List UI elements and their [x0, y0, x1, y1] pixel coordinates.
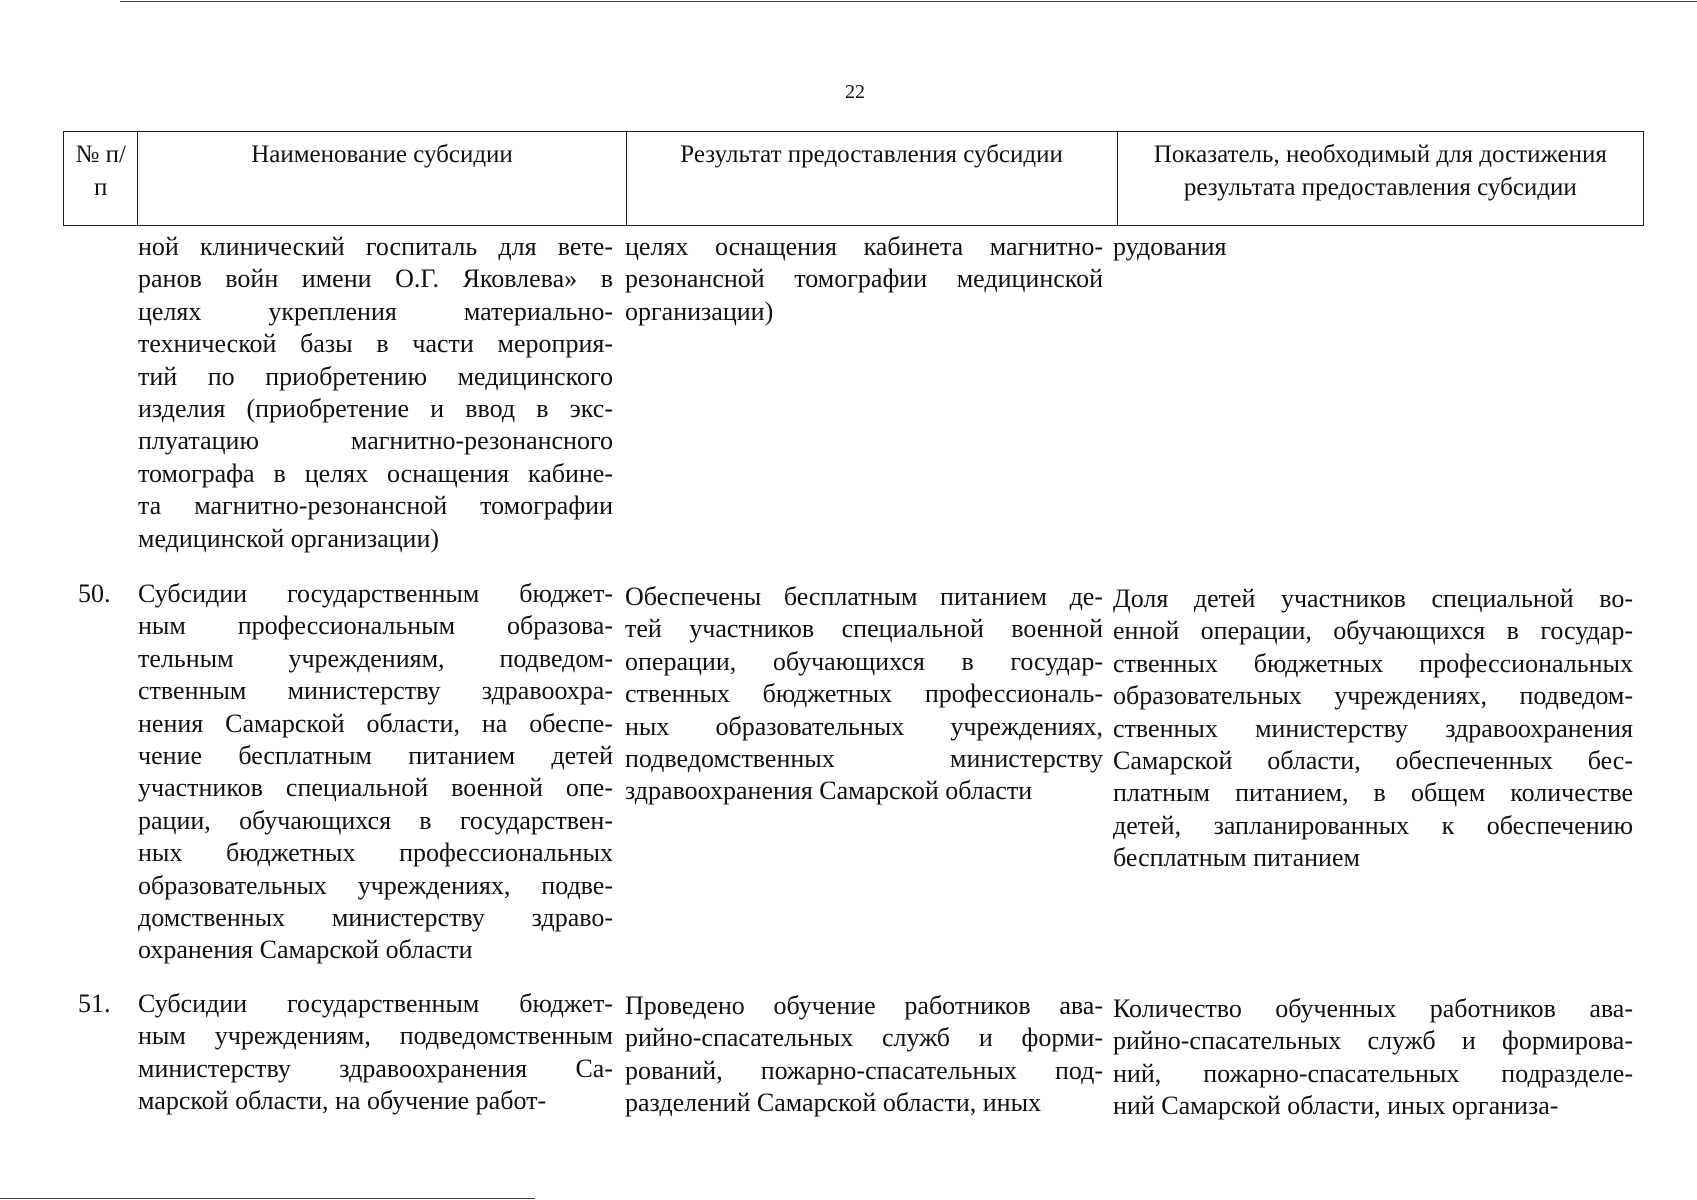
- text-line: Количество обученных работников ава-: [1113, 994, 1633, 1023]
- row-indicator-cell: [1113, 993, 1633, 1123]
- text-line: чение бесплатным питанием детей: [138, 741, 613, 771]
- text-line: целях укрепления материально-: [138, 296, 613, 326]
- text-line: целях оснащения кабинета магнитно-: [625, 232, 1103, 261]
- text-line: Проведено обучение работников ава-: [625, 991, 1103, 1020]
- text-line: образовательных учреждениях, подве-: [138, 870, 613, 900]
- row-indicator-cell: [1113, 583, 1633, 875]
- text-line: ственным министерству здравоохра-: [138, 676, 613, 706]
- text-line: технической базы в части мероприя-: [138, 329, 613, 359]
- continuation-result-cell: [625, 231, 1103, 328]
- text-line: нения Самарской области, на обеспе-: [138, 708, 613, 738]
- row-result-cell: [625, 581, 1103, 808]
- text-line: охранения Самарской области: [138, 935, 473, 965]
- text-line: организации): [625, 296, 774, 326]
- text-line: рийно-спасательных служб и формирова-: [1113, 1026, 1633, 1056]
- text-line: ственных бюджетных профессиональных: [1113, 648, 1633, 678]
- header-name-column: Наименование субсидии: [138, 132, 626, 226]
- text-line: резонансной томографии медицинской: [625, 264, 1103, 294]
- text-line: Субсидии государственным бюджет-: [138, 579, 613, 608]
- text-line: детей, запланированных к обеспечению: [1113, 810, 1633, 840]
- row-name-cell: [138, 988, 613, 1118]
- bottom-rule: [0, 1198, 535, 1199]
- row-result-cell: [625, 990, 1103, 1120]
- text-line: здравоохранения Самарской области: [625, 776, 1033, 806]
- text-line: та магнитно-резонансной томографии: [138, 491, 613, 521]
- text-line: рудования: [1113, 232, 1227, 261]
- continuation-name-cell: [138, 231, 613, 555]
- row-number: 50.: [78, 579, 111, 608]
- text-line: изделия (приобретение и ввод в экс-: [138, 394, 613, 424]
- text-line: рации, обучающихся в государствен-: [138, 805, 613, 835]
- text-line: марской области, на обучение работ-: [138, 1086, 547, 1116]
- text-line: рийно-спасательных служб и форми-: [625, 1023, 1103, 1053]
- text-line: Субсидии государственным бюджет-: [138, 989, 613, 1018]
- header-row: [64, 132, 1644, 226]
- text-line: министерству здравоохранения Са-: [138, 1053, 613, 1083]
- top-rule: [120, 1, 1697, 2]
- text-line: ственных бюджетных профессиональ-: [625, 679, 1103, 709]
- text-line: бесплатным питанием: [1113, 843, 1360, 873]
- text-line: тельным учреждениям, подведом-: [138, 643, 613, 673]
- text-line: енной операции, обучающихся в государ-: [1113, 616, 1633, 646]
- text-line: ным профессиональным образова-: [138, 611, 613, 641]
- row-number: 51.: [78, 989, 111, 1018]
- text-line: плуатацию магнитно-резонансного: [138, 426, 613, 456]
- text-line: томографа в целях оснащения кабине-: [138, 458, 613, 488]
- text-line: участников специальной военной опе-: [138, 773, 613, 803]
- text-line: ным учреждениям, подведомственным: [138, 1021, 613, 1051]
- text-line: Обеспечены бесплатным питанием де-: [625, 582, 1103, 611]
- row-name-cell: [138, 578, 613, 967]
- text-line: ний Самарской области, иных организа-: [1113, 1091, 1559, 1121]
- page-number: 22: [845, 81, 865, 103]
- text-line: подведомственных министерству: [625, 744, 1103, 774]
- text-line: рований, пожарно-спасательных под-: [625, 1055, 1103, 1085]
- text-line: Самарской области, обеспеченных бес-: [1113, 746, 1633, 776]
- header-indicator-column: Показатель, необходимый для достижения результата предоставления субсидии: [1117, 132, 1643, 226]
- header-number-column: № п/п: [64, 132, 138, 226]
- text-line: образовательных учреждениях, подведом-: [1113, 681, 1633, 711]
- text-line: ний, пожарно-спасательных подразделе-: [1113, 1058, 1633, 1088]
- text-line: платным питанием, в общем количестве: [1113, 778, 1633, 808]
- text-line: ной клинический госпиталь для вете-: [138, 232, 613, 261]
- header-result-column: Результат предоставления субсидии: [626, 132, 1117, 226]
- text-line: разделений Самарской области, иных: [625, 1088, 1042, 1118]
- text-line: домственных министерству здраво-: [138, 903, 613, 933]
- text-line: тей участников специальной военной: [625, 614, 1103, 644]
- text-line: ственных министерству здравоохранения: [1113, 713, 1633, 743]
- text-line: Доля детей участников специальной во-: [1113, 584, 1633, 613]
- text-line: ранов войн имени О.Г. Яковлева» в: [138, 264, 613, 294]
- continuation-indicator-cell: [1113, 231, 1633, 263]
- text-line: операции, обучающихся в государ-: [625, 646, 1103, 676]
- text-line: ных образовательных учреждениях,: [625, 711, 1103, 741]
- text-line: ных бюджетных профессиональных: [138, 838, 613, 868]
- text-line: медицинской организации): [138, 523, 440, 553]
- text-line: тий по приобретению медицинского: [138, 361, 613, 391]
- table-header: [63, 131, 1644, 226]
